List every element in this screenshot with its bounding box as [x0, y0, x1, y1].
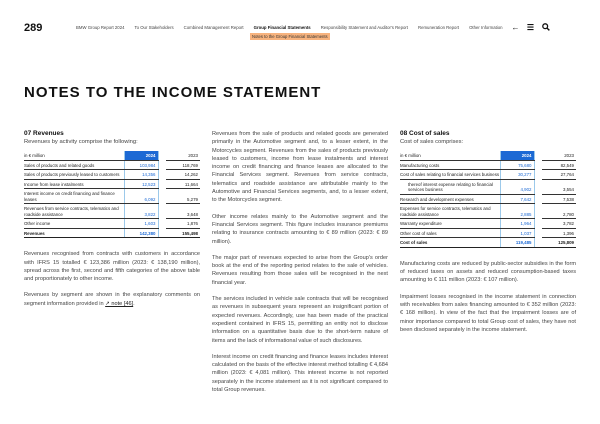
- nav-item-other-information[interactable]: Other Information: [469, 25, 503, 30]
- total-label: Revenues: [24, 228, 124, 238]
- value-2023: 27,764: [542, 170, 576, 180]
- value-2024: 14,356: [124, 170, 158, 180]
- value-2024: 1,037: [500, 228, 534, 238]
- table-total-row: [24, 228, 200, 238]
- total-2024: 142,380: [124, 228, 158, 238]
- table-row: [24, 160, 200, 170]
- value-2023: 82,549: [542, 160, 576, 170]
- total-2023: 155,498: [166, 228, 200, 238]
- revenues-intro: Revenues by activity comprise the following:: [24, 139, 138, 145]
- cost-of-sales-table: [400, 151, 576, 248]
- value-2024: 1,964: [500, 219, 534, 229]
- value-2023: 3,782: [542, 219, 576, 229]
- value-2023: 118,769: [166, 160, 200, 170]
- unit-label: in € million: [24, 151, 124, 160]
- table-row: [400, 170, 576, 180]
- value-2023: 14,262: [166, 170, 200, 180]
- total-2024: 119,485: [500, 238, 534, 248]
- value-2023: 1,876: [166, 219, 200, 229]
- row-label: Expenses for service contracts, telematics and roadside assistance: [400, 204, 500, 219]
- year-2024-header: 2024: [500, 151, 534, 160]
- back-arrow-icon[interactable]: ←: [511, 23, 520, 32]
- value-2024: 6,092: [124, 189, 158, 204]
- cost-of-sales-intro: Cost of sales comprises:: [400, 139, 464, 145]
- value-2023: 11,664: [166, 179, 200, 189]
- search-icon[interactable]: [541, 23, 550, 33]
- row-label: Manufacturing costs: [400, 160, 500, 170]
- row-label: Other cost of sales: [400, 228, 500, 238]
- row-label: Sales of products and related goods: [24, 160, 124, 170]
- table-header-row: [24, 151, 200, 160]
- table-row: [24, 170, 200, 180]
- table-row: [400, 219, 576, 229]
- value-2023: 5,279: [166, 189, 200, 204]
- subnav-notes-link[interactable]: Notes to the Group Financial Statements: [252, 34, 328, 39]
- revenues-paragraph-segment: Revenues by segment are shown in the explanatory comments on segment information provided in ↗ note [46].: [24, 292, 200, 307]
- row-label: Research and development expenses: [400, 194, 500, 204]
- revenues-section: [24, 130, 200, 316]
- paragraph: The services included in vehicle sale contracts that will be recognised as revenues in subsequent years represent an insignificant portion of expected revenues. Accordingly, use has been made of the practical expedient contained in IFRS 15, permitting an entity not to disclose information on a quantitative basis due to the short-term nature of items and the lack of informational value of such disclosures.: [212, 296, 388, 344]
- nav-item-stakeholders[interactable]: To Our Stakeholders: [134, 25, 174, 30]
- page-number: 289: [24, 22, 43, 34]
- row-label: Sales of products previously leased to customers: [24, 170, 124, 180]
- paragraph: Interest income on credit financing and finance leases includes interest calculated on the basis of the effective interest method totalling € 4,684 million (2023: € 4,081 million). This interest income is not reported separately in the income statement as it is not significant compared to total Group revenues.: [212, 353, 388, 394]
- nav-item-group-report[interactable]: BMW Group Report 2024: [76, 25, 125, 30]
- menu-icon[interactable]: ☰: [526, 23, 535, 32]
- paragraph: Impairment losses recognised in the income statement in connection with receivables from sales financing amounted to € 352 million (2023: € 168 million). In view of the fact that the impairment losses are of minor importance compared to total Group cost of sales, they have not been disclosed separately in the income statement.: [400, 293, 576, 333]
- year-2023-header: 2023: [166, 151, 200, 160]
- row-label: Other income: [24, 219, 124, 229]
- value-2023: 3,648: [166, 204, 200, 219]
- nav-item-responsibility-statement[interactable]: Responsibility Statement and Auditor's Report: [320, 25, 408, 30]
- revenues-heading: 07 Revenues: [24, 130, 64, 137]
- toolbar-icons: [511, 23, 550, 33]
- value-2024: 3,822: [124, 204, 158, 219]
- value-2023: 7,538: [542, 194, 576, 204]
- paragraph: Other income relates mainly to the Automotive segment and the Financial Services segment. This figure includes insurance premiums relating to insurance contracts amounting to € 89 million (2023: € 89 million).: [212, 213, 388, 245]
- revenues-paragraph-ifrs15: Revenues recognised from contracts with customers in accordance with IFRS 15 totalled € 123,386 million (2023: € 138,190 million), spread across the first, second and fifth categories of the above table and proportionately to other income.: [24, 251, 200, 283]
- value-2023: 2,780: [542, 204, 576, 219]
- value-2024: 75,680: [500, 160, 534, 170]
- row-label: Cost of sales relating to financial services business: [400, 170, 500, 180]
- table-row: [400, 179, 576, 194]
- revenues-table: [24, 151, 200, 238]
- paragraph: The major part of revenues expected to arise from the Group's order book at the end of the reporting period relates to the sale of vehicles. Revenues resulting from those sales will be recognised in the next financial year.: [212, 254, 388, 286]
- value-2024: 7,642: [500, 194, 534, 204]
- table-row: [24, 179, 200, 189]
- paragraph: Revenues from the sale of products and related goods are generated primarily in the Automotive segment and, to a lesser extent, in the Motorcycles segment. Revenues from the sales of products previously leased to customers, income from lease instalments and interest income on credit financing and finance leases are allocated to the Financial Services segment. Revenues from service contracts, telematics and roadside assistance are attributable mainly to the Automotive and Financial Services segments, and, to a lesser extent, to the Motorcycles segment.: [212, 131, 388, 204]
- cost-of-sales-heading: 08 Cost of sales: [400, 130, 450, 137]
- table-row: [400, 160, 576, 170]
- note-46-link[interactable]: ↗ note [46]: [105, 300, 134, 307]
- row-label: Revenues from service contracts, telematics and roadside assistance: [24, 204, 124, 219]
- nav-item-financial-statements[interactable]: Group Financial Statements: [253, 25, 311, 30]
- revenues-explanation-column: [212, 130, 388, 402]
- year-2024-header: 2024: [124, 151, 158, 160]
- row-label: thereof interest expense relating to financial services business: [400, 179, 500, 194]
- value-2024: 4,902: [500, 179, 534, 194]
- table-row: [24, 204, 200, 219]
- paragraph: Manufacturing costs are reduced by public-sector subsidies in the form of reduced taxes on assets and reduced consumption-based taxes amounting to € 111 million (2023: € 107 million).: [400, 260, 576, 284]
- total-label: Cost of sales: [400, 238, 500, 248]
- total-2023: 125,809: [542, 238, 576, 248]
- value-2023: 1,396: [542, 228, 576, 238]
- top-navigation-bar: [24, 22, 576, 42]
- value-2024: 30,277: [500, 170, 534, 180]
- table-row: [24, 189, 200, 204]
- table-header-row: [400, 151, 576, 160]
- table-row: [400, 228, 576, 238]
- value-2024: 103,984: [124, 160, 158, 170]
- row-label: Income from lease instalments: [24, 179, 124, 189]
- row-label: Warranty expenditure: [400, 219, 500, 229]
- value-2024: 2,885: [500, 204, 534, 219]
- table-total-row: [400, 238, 576, 248]
- nav-item-management-report[interactable]: Combined Management Report: [183, 25, 244, 30]
- section-nav: [76, 25, 503, 30]
- cost-of-sales-section: [400, 130, 576, 342]
- value-2024: 1,603: [124, 219, 158, 229]
- page-title: NOTES TO THE INCOME STATEMENT: [24, 84, 322, 101]
- table-row: [400, 204, 576, 219]
- year-2023-header: 2023: [542, 151, 576, 160]
- nav-item-remuneration-report[interactable]: Remuneration Report: [417, 25, 460, 30]
- table-row: [400, 194, 576, 204]
- table-row: [24, 219, 200, 229]
- value-2024: 12,523: [124, 179, 158, 189]
- row-label: Interest income on credit financing and finance leases: [24, 189, 124, 204]
- value-2023: 3,554: [542, 179, 576, 194]
- unit-label: in € million: [400, 151, 500, 160]
